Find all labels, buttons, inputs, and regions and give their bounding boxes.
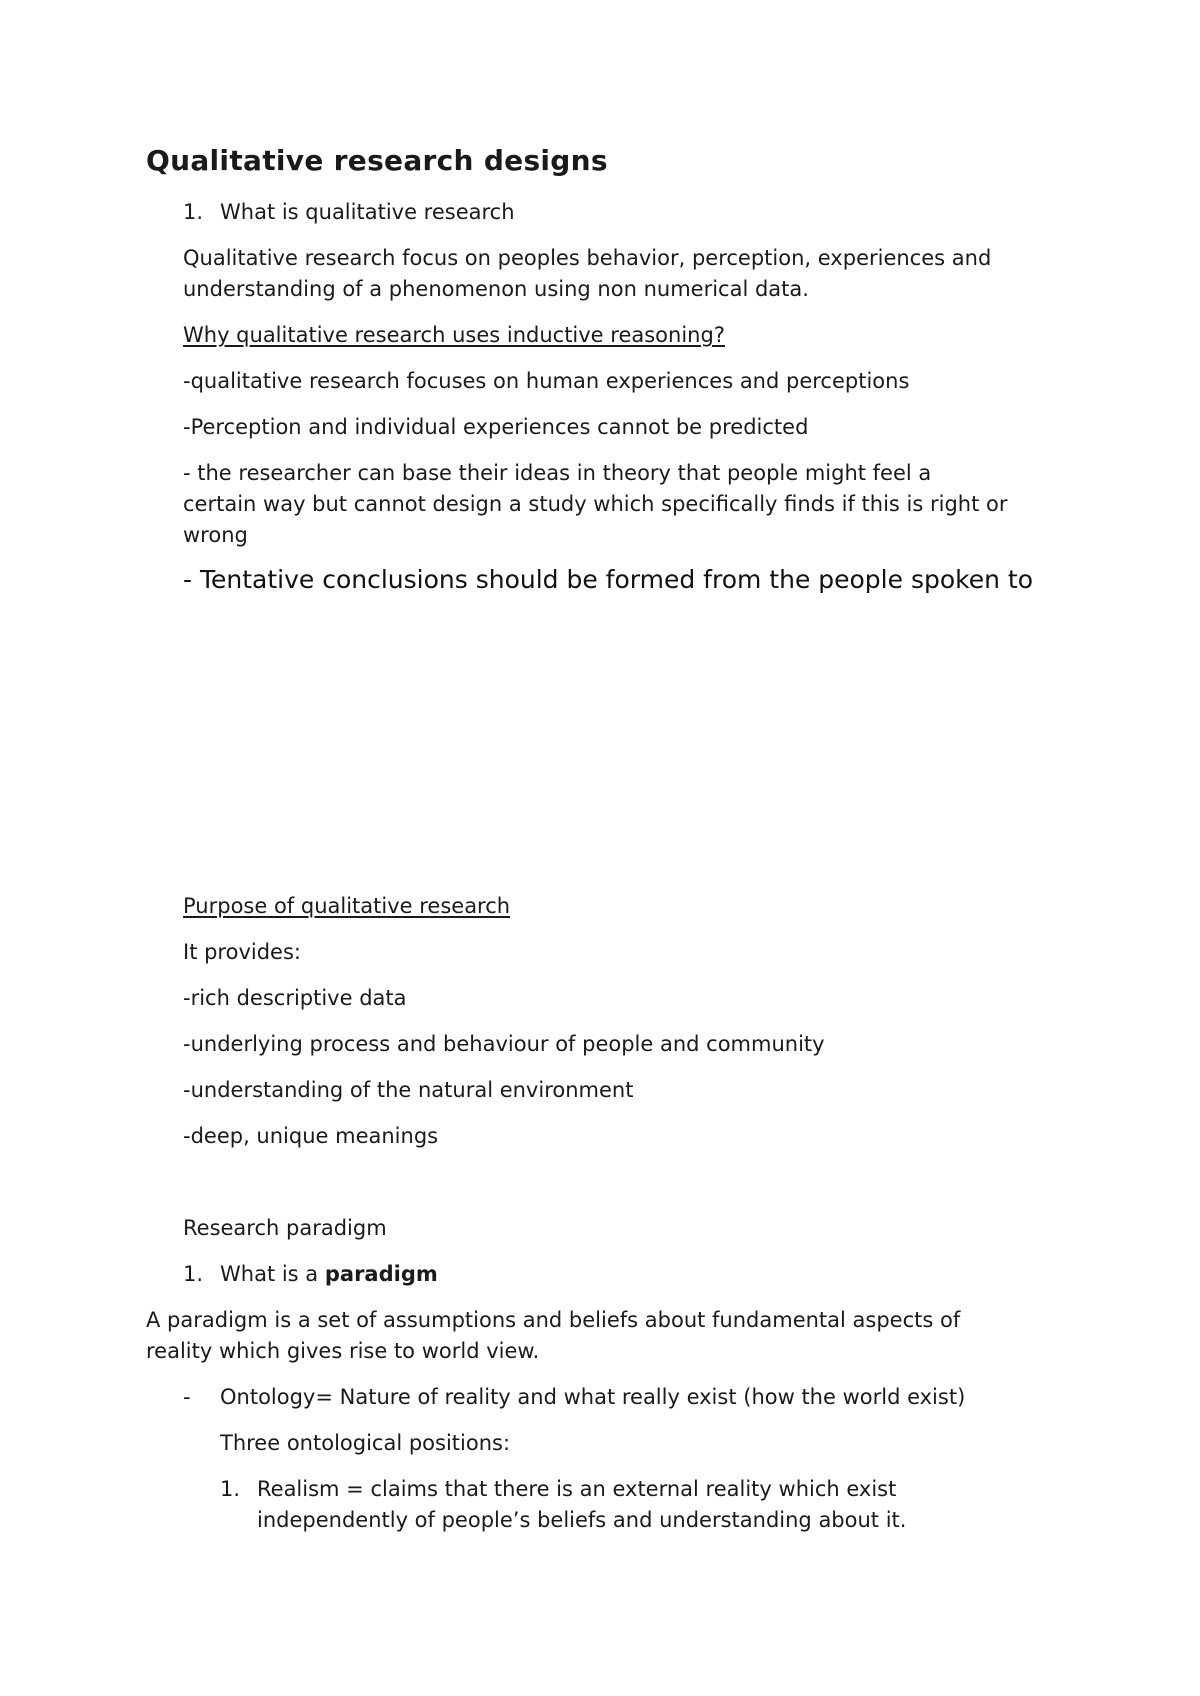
- dash-list-item: [183, 1382, 965, 1412]
- intro-text: It provides:: [183, 940, 301, 964]
- definition-line: reality which gives rise to world view.: [146, 1339, 540, 1363]
- list-item: [183, 197, 515, 227]
- dash-list-text: Ontology= Nature of reality and what really exist (how the world exist): [220, 1385, 966, 1409]
- list-item-text: What is a: [220, 1262, 325, 1286]
- list-item: [220, 1474, 896, 1504]
- intro-text: Three ontological positions:: [220, 1431, 511, 1455]
- dash-marker: -: [183, 1385, 191, 1409]
- definition-line: understanding of a phenomenon using non numerical data.: [183, 277, 809, 301]
- section-subheading: Why qualitative research uses inductive reasoning?: [183, 323, 725, 347]
- bullet-point: - the researcher can base their ideas in theory that people might feel a: [183, 461, 932, 485]
- list-number: 1.: [220, 1477, 241, 1501]
- list-item-text: What is qualitative research: [220, 200, 515, 224]
- bullet-point: -Perception and individual experiences cannot be predicted: [183, 415, 809, 439]
- bullet-point: -rich descriptive data: [183, 986, 407, 1010]
- bullet-point-continued: certain way but cannot design a study which specifically finds if this is right or: [183, 492, 1008, 516]
- bullet-point: -qualitative research focuses on human experiences and perceptions: [183, 369, 910, 393]
- list-item: [183, 1259, 438, 1289]
- section-heading: Research paradigm: [183, 1216, 387, 1240]
- list-number: 1.: [183, 1262, 204, 1286]
- list-number: 1.: [183, 200, 204, 224]
- emphasized-point: - Tentative conclusions should be formed from the people spoken to: [183, 565, 1033, 594]
- bullet-point-continued: wrong: [183, 523, 248, 547]
- page-title: Qualitative research designs: [146, 144, 608, 177]
- bullet-point: -understanding of the natural environment: [183, 1078, 634, 1102]
- definition-line: A paradigm is a set of assumptions and beliefs about fundamental aspects of: [146, 1308, 961, 1332]
- bullet-point: -deep, unique meanings: [183, 1124, 439, 1148]
- definition-line: Qualitative research focus on peoples behavior, perception, experiences and: [183, 246, 992, 270]
- list-item-text: Realism = claims that there is an external reality which exist: [257, 1477, 897, 1501]
- list-item-bold-text: paradigm: [324, 1262, 438, 1286]
- list-item-continued: independently of people’s beliefs and understanding about it.: [257, 1508, 907, 1532]
- section-subheading: Purpose of qualitative research: [183, 894, 511, 918]
- bullet-point: -underlying process and behaviour of people and community: [183, 1032, 825, 1056]
